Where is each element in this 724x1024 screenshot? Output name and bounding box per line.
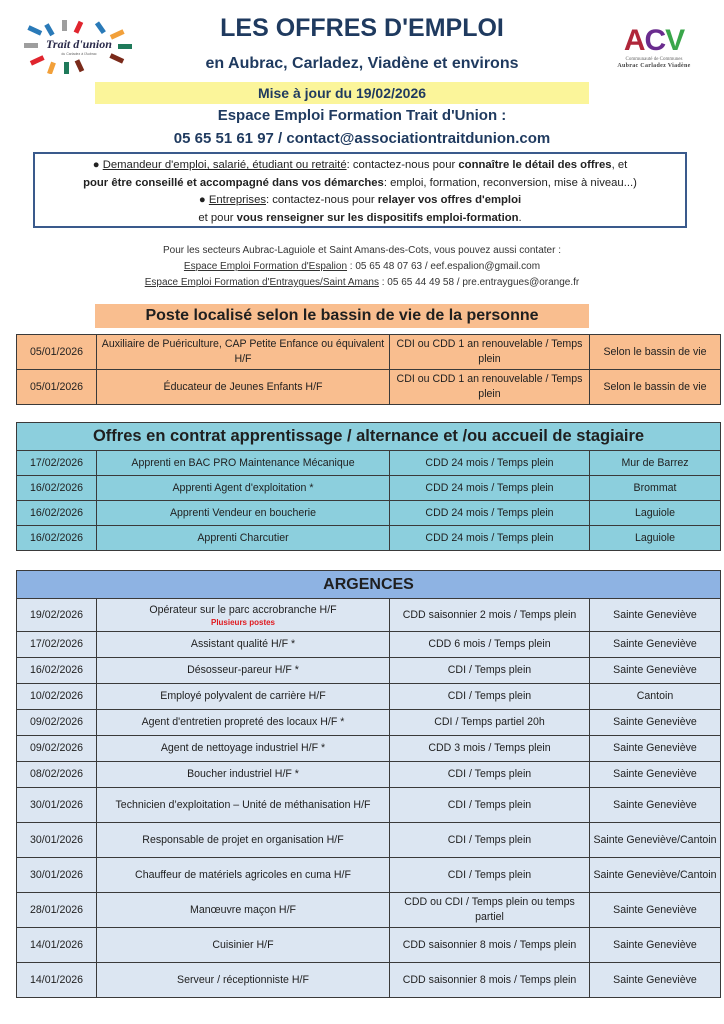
job-row bbox=[17, 736, 721, 762]
job-date: 16/02/2026 bbox=[17, 658, 97, 684]
job-row bbox=[17, 858, 721, 893]
job-date: 17/02/2026 bbox=[17, 632, 97, 658]
job-location: Mur de Barrez bbox=[590, 451, 721, 476]
job-location: Sainte Geneviève bbox=[590, 788, 721, 823]
job-contract: CDD 24 mois / Temps plein bbox=[390, 451, 590, 476]
job-date: 19/02/2026 bbox=[17, 599, 97, 632]
job-row bbox=[17, 684, 721, 710]
job-date: 09/02/2026 bbox=[17, 710, 97, 736]
job-title: Employé polyvalent de carrière H/F bbox=[97, 684, 390, 710]
job-row bbox=[17, 963, 721, 998]
section-title-argences: ARGENCES bbox=[17, 571, 721, 599]
job-location: Selon le bassin de vie bbox=[590, 335, 721, 370]
job-contract: CDD 24 mois / Temps plein bbox=[390, 526, 590, 551]
bullet-icon: ● bbox=[92, 159, 100, 171]
job-contract: CDI ou CDD 1 an renouvelable / Temps plein bbox=[390, 370, 590, 405]
job-title: Apprenti Charcutier bbox=[97, 526, 390, 551]
job-contract: CDI / Temps plein bbox=[390, 788, 590, 823]
job-contract: CDI ou CDD 1 an renouvelable / Temps plein bbox=[390, 335, 590, 370]
job-title: Apprenti en BAC PRO Maintenance Mécanique bbox=[97, 451, 390, 476]
job-title: Chauffeur de matériels agricoles en cuma H/F bbox=[97, 858, 390, 893]
job-contract: CDI / Temps plein bbox=[390, 658, 590, 684]
job-contract: CDD saisonnier 2 mois / Temps plein bbox=[390, 599, 590, 632]
page-title: LES OFFRES D'EMPLOI bbox=[220, 14, 504, 42]
job-date: 17/02/2026 bbox=[17, 451, 97, 476]
job-location: Sainte Geneviève bbox=[590, 736, 721, 762]
job-contract: CDI / Temps partiel 20h bbox=[390, 710, 590, 736]
acv-line2: Aubrac Carladez Viadène bbox=[617, 63, 691, 69]
job-title: Opérateur sur le parc accrobranche H/F Plusieurs postes bbox=[97, 599, 390, 632]
job-location: Sainte Geneviève bbox=[590, 599, 721, 632]
job-title: Technicien d’exploitation – Unité de méthanisation H/F bbox=[97, 788, 390, 823]
job-date: 08/02/2026 bbox=[17, 762, 97, 788]
job-title: Désosseur-pareur H/F * bbox=[97, 658, 390, 684]
job-contract: CDI / Temps plein bbox=[390, 762, 590, 788]
job-row bbox=[17, 788, 721, 823]
job-date: 10/02/2026 bbox=[17, 684, 97, 710]
job-row bbox=[17, 632, 721, 658]
job-title: Cuisinier H/F bbox=[97, 928, 390, 963]
acv-line1: Communauté de Communes bbox=[625, 57, 683, 62]
table-argences bbox=[16, 570, 721, 998]
job-date: 30/01/2026 bbox=[17, 858, 97, 893]
companies-link[interactable]: Entreprises bbox=[208, 194, 266, 206]
org-contact: 05 65 51 61 97 / contact@associationtraitdunion.com bbox=[173, 130, 551, 147]
job-row bbox=[17, 451, 721, 476]
job-title: Boucher industriel H/F * bbox=[97, 762, 390, 788]
job-row bbox=[17, 599, 721, 632]
job-location: Sainte Geneviève bbox=[590, 710, 721, 736]
job-location: Sainte Geneviève/Cantoin bbox=[590, 823, 721, 858]
jobseekers-link[interactable]: Demandeur d'emploi, salarié, étudiant ou retraité bbox=[102, 159, 347, 171]
job-row bbox=[17, 658, 721, 684]
job-date: 28/01/2026 bbox=[17, 893, 97, 928]
entraygues-link[interactable]: Espace Emploi Formation d'Entraygues/Saint Amans bbox=[144, 277, 379, 288]
job-date: 30/01/2026 bbox=[17, 788, 97, 823]
job-contract: CDD 24 mois / Temps plein bbox=[390, 501, 590, 526]
job-location: Sainte Geneviève bbox=[590, 963, 721, 998]
svg-text:du Carladez à l'Aubrac: du Carladez à l'Aubrac bbox=[61, 52, 97, 56]
job-title: Apprenti Agent d'exploitation * bbox=[97, 476, 390, 501]
job-location: Sainte Geneviève/Cantoin bbox=[590, 858, 721, 893]
job-title: Assistant qualité H/F * bbox=[97, 632, 390, 658]
job-row bbox=[17, 893, 721, 928]
org-name: Espace Emploi Formation Trait d'Union : bbox=[217, 107, 507, 124]
job-row bbox=[17, 710, 721, 736]
job-contract: CDD ou CDI / Temps plein ou temps partiel bbox=[390, 893, 590, 928]
info-box bbox=[33, 152, 687, 228]
job-contract: CDD saisonnier 8 mois / Temps plein bbox=[390, 928, 590, 963]
job-date: 14/01/2026 bbox=[17, 963, 97, 998]
job-location: Sainte Geneviève bbox=[590, 658, 721, 684]
job-contract: CDD 6 mois / Temps plein bbox=[390, 632, 590, 658]
job-location: Sainte Geneviève bbox=[590, 893, 721, 928]
acv-letters: ACV bbox=[623, 24, 685, 57]
update-date-banner: Mise à jour du 19/02/2026 bbox=[95, 82, 589, 104]
section-title-localise: Poste localisé selon le bassin de vie de la personne bbox=[95, 304, 589, 328]
job-location: Brommat bbox=[590, 476, 721, 501]
section-title-apprentissage: Offres en contrat apprentissage / alternance et /ou accueil de stagiaire bbox=[17, 423, 721, 451]
job-location: Sainte Geneviève bbox=[590, 928, 721, 963]
job-row bbox=[17, 823, 721, 858]
job-title: Apprenti Vendeur en boucherie bbox=[97, 501, 390, 526]
job-contract: CDI / Temps plein bbox=[390, 823, 590, 858]
job-date: 05/01/2026 bbox=[17, 370, 97, 405]
job-location: Sainte Geneviève bbox=[590, 762, 721, 788]
table-localise bbox=[16, 334, 721, 405]
other-contacts: Pour les secteurs Aubrac-Laguiole et Saint Amans-des-Cots, vous pouvez aussi contater : Espace Emploi Formation d'Espalion : 05 65 48 07 63 / eef.espalion@gmail.com Espace Emploi Formation d'Entraygues/Saint Amans : 05 65 44 49 58 / pre.entraygues@orange.fr bbox=[144, 245, 580, 288]
job-date: 09/02/2026 bbox=[17, 736, 97, 762]
bullet-icon: ● bbox=[198, 194, 206, 206]
job-note: Plusieurs postes bbox=[210, 617, 276, 627]
job-title: Éducateur de Jeunes Enfants H/F bbox=[97, 370, 390, 405]
job-contract: CDI / Temps plein bbox=[390, 858, 590, 893]
job-row bbox=[17, 335, 721, 370]
job-date: 16/02/2026 bbox=[17, 526, 97, 551]
logo-text: Trait d'union bbox=[46, 37, 112, 51]
job-date: 05/01/2026 bbox=[17, 335, 97, 370]
job-date: 14/01/2026 bbox=[17, 928, 97, 963]
job-location: Selon le bassin de vie bbox=[590, 370, 721, 405]
job-location: Cantoin bbox=[590, 684, 721, 710]
job-date: 16/02/2026 bbox=[17, 476, 97, 501]
job-contract: CDI / Temps plein bbox=[390, 684, 590, 710]
table-apprentissage bbox=[16, 422, 721, 551]
job-title: Agent de nettoyage industriel H/F * bbox=[97, 736, 390, 762]
job-date: 16/02/2026 bbox=[17, 501, 97, 526]
job-title: Serveur / réceptionniste H/F bbox=[97, 963, 390, 998]
job-title: Manœuvre maçon H/F bbox=[97, 893, 390, 928]
job-row bbox=[17, 928, 721, 963]
job-row bbox=[17, 526, 721, 551]
job-title: Responsable de projet en organisation H/F bbox=[97, 823, 390, 858]
job-row bbox=[17, 370, 721, 405]
page-subtitle: en Aubrac, Carladez, Viadène et environs bbox=[205, 55, 519, 72]
job-title: Auxiliaire de Puériculture, CAP Petite Enfance ou équivalent H/F bbox=[97, 335, 390, 370]
job-contract: CDD 24 mois / Temps plein bbox=[390, 476, 590, 501]
job-contract: CDD saisonnier 8 mois / Temps plein bbox=[390, 963, 590, 998]
job-location: Sainte Geneviève bbox=[590, 632, 721, 658]
info-companies: ● Entreprises: contactez-nous pour relayer vos offres d'emploi et pour vous renseigner sur les dispositifs emploi-formation. bbox=[198, 194, 522, 224]
job-title: Agent d'entretien propreté des locaux H/F * bbox=[97, 710, 390, 736]
job-row bbox=[17, 476, 721, 501]
espalion-link[interactable]: Espace Emploi Formation d'Espalion bbox=[183, 261, 348, 272]
job-location: Laguiole bbox=[590, 501, 721, 526]
job-row bbox=[17, 501, 721, 526]
job-contract: CDD 3 mois / Temps plein bbox=[390, 736, 590, 762]
info-jobseekers: ● Demandeur d'emploi, salarié, étudiant ou retraité: contactez-nous pour connaître le détail des offres, et pour être conseillé et accompagné dans vos démarches: emploi, formation, reconversion, mise à niveau...) bbox=[83, 159, 637, 189]
job-date: 30/01/2026 bbox=[17, 823, 97, 858]
job-row bbox=[17, 762, 721, 788]
job-location: Laguiole bbox=[590, 526, 721, 551]
